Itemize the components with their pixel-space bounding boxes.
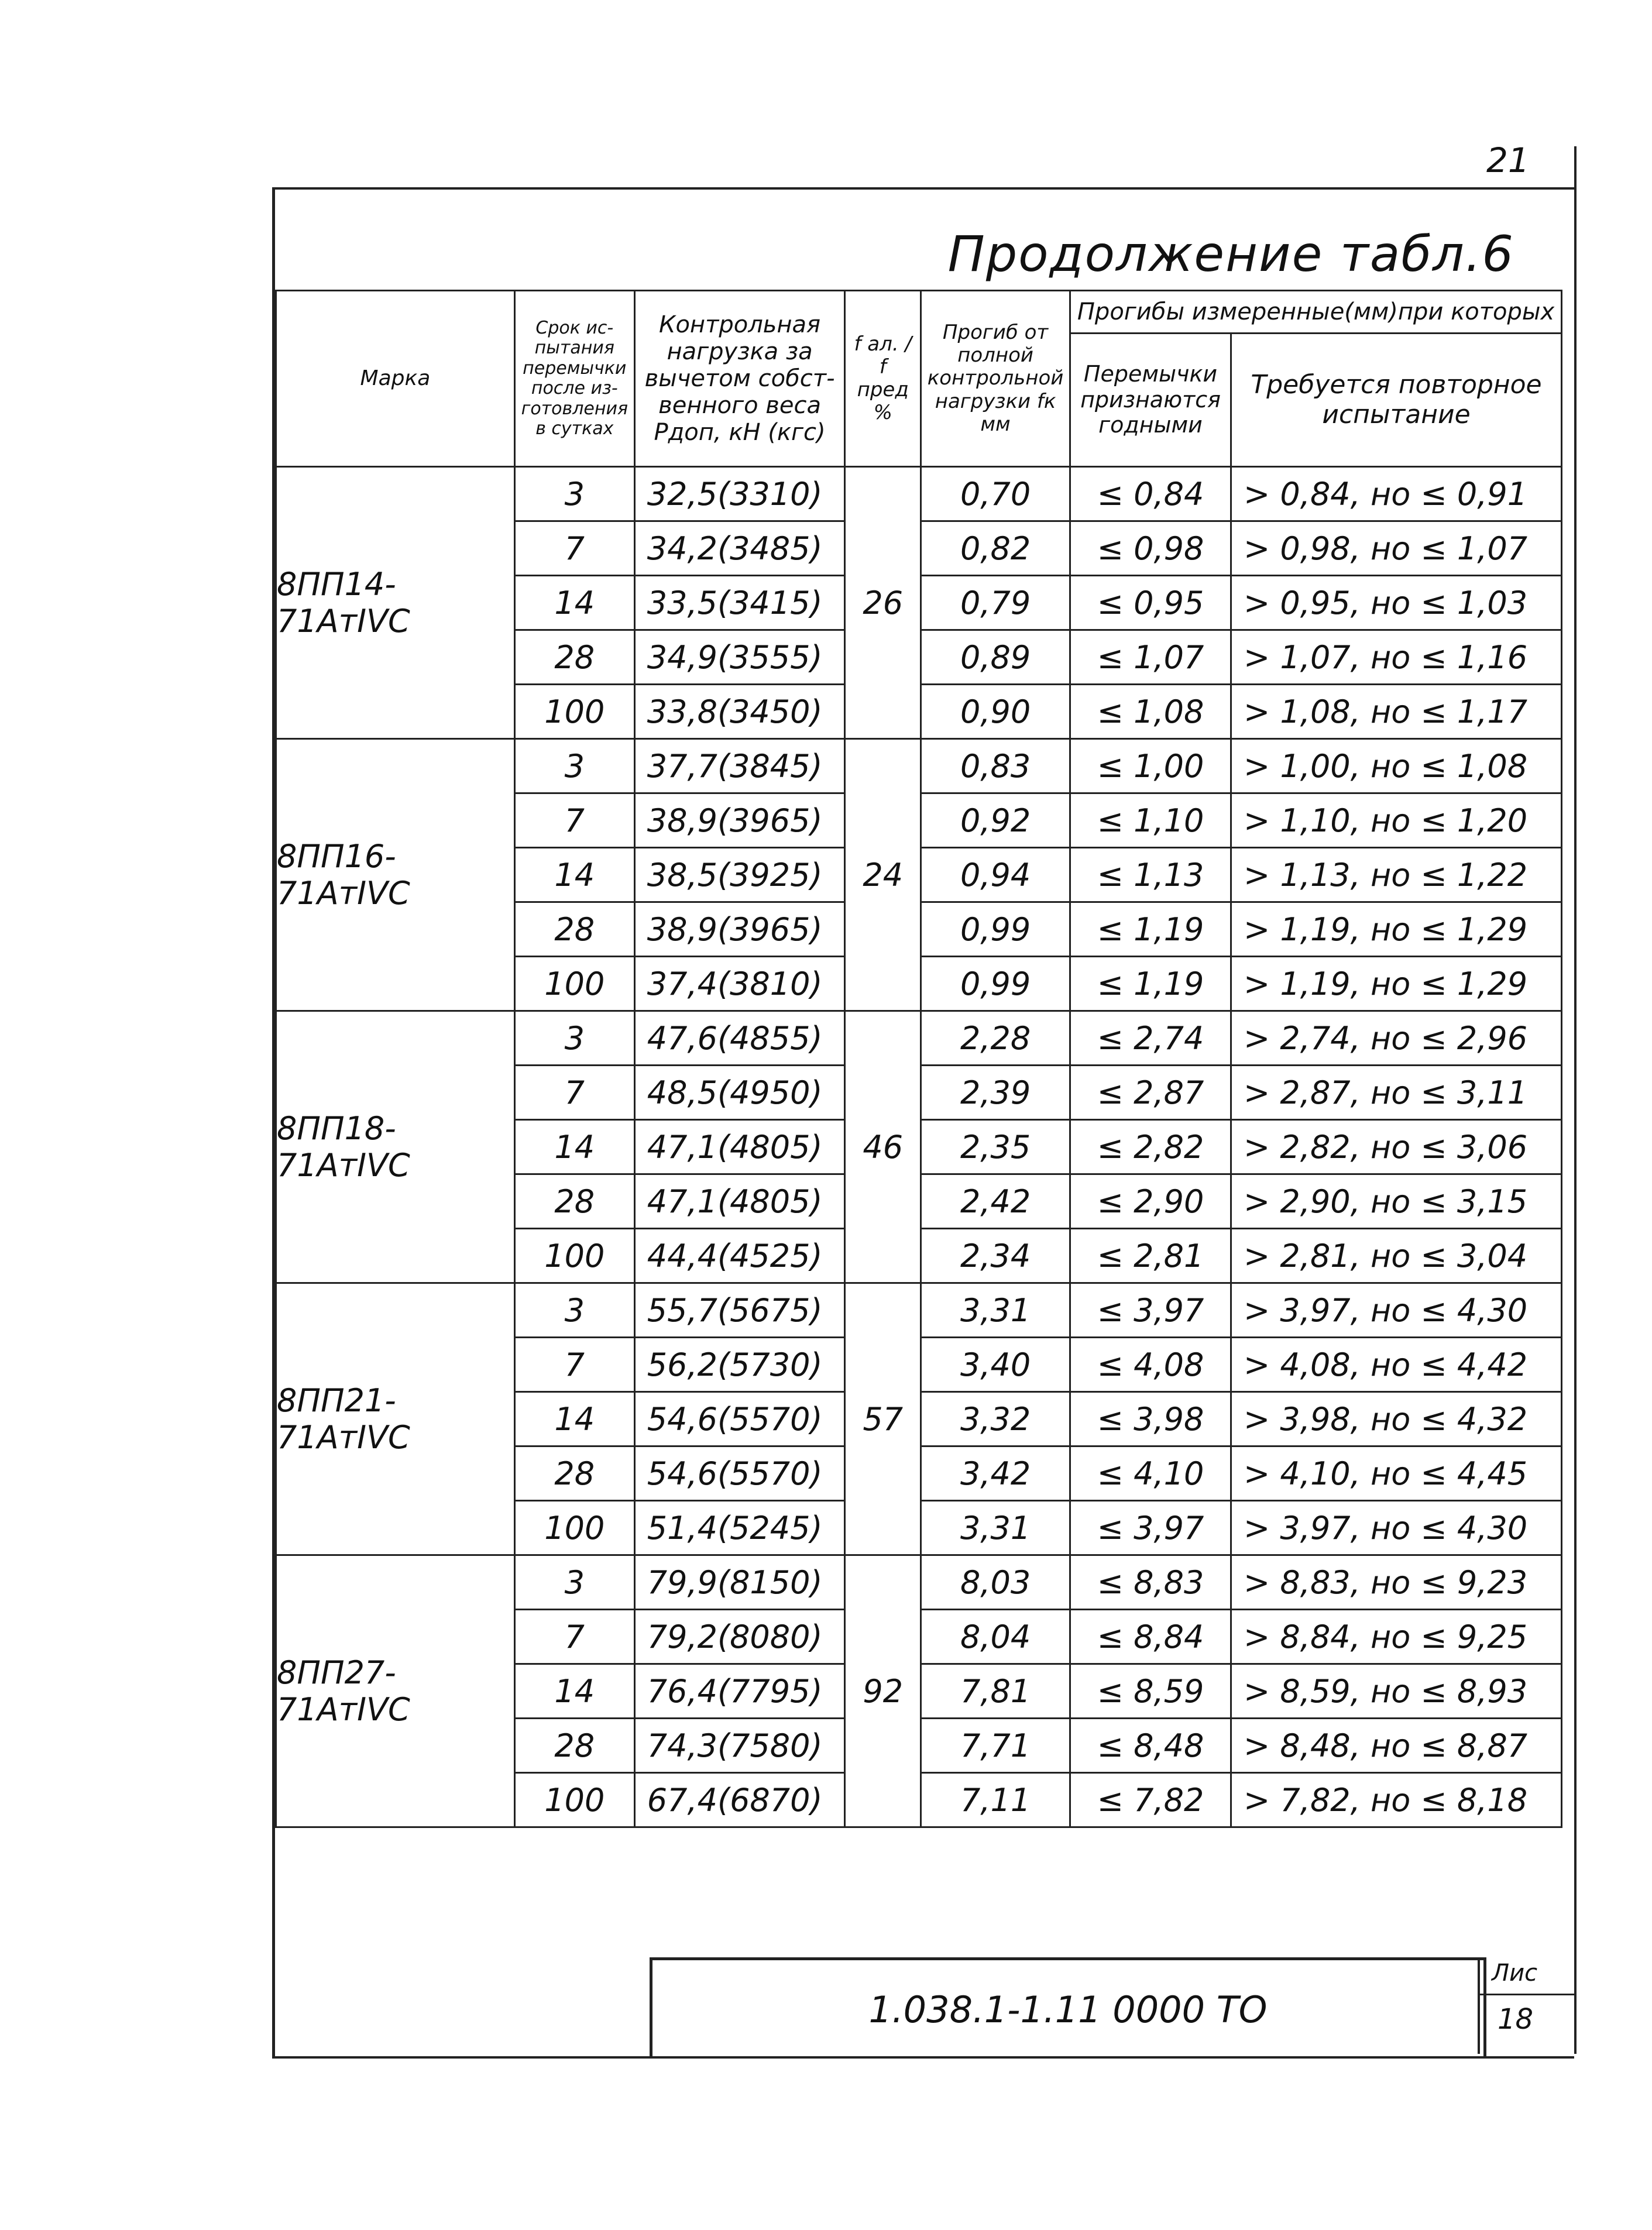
marka-cell: 8ПП27-71АтIVС [276, 1555, 515, 1827]
fpct-cell: 26 [845, 467, 921, 739]
godnymi-cell: ≤ 2,74 [1070, 1011, 1231, 1066]
nagruzka-cell: 54,6(5570) [634, 1446, 845, 1501]
povtornoe-cell: > 2,90, но ≤ 3,15 [1231, 1174, 1562, 1229]
povtornoe-cell: > 0,95, но ≤ 1,03 [1231, 576, 1562, 630]
progib-cell: 0,90 [921, 685, 1070, 739]
nagruzka-cell: 79,2(8080) [634, 1610, 845, 1664]
povtornoe-cell: > 8,59, но ≤ 8,93 [1231, 1664, 1562, 1719]
nagruzka-cell: 38,5(3925) [634, 848, 845, 902]
nagruzka-cell: 38,9(3965) [634, 793, 845, 848]
srok-cell: 100 [514, 1501, 634, 1555]
povtornoe-cell: > 0,98, но ≤ 1,07 [1231, 521, 1562, 576]
header-progib: Прогиб от полной контрольной нагрузки fк мм [921, 291, 1070, 467]
godnymi-cell: ≤ 8,59 [1070, 1664, 1231, 1719]
povtornoe-cell: > 1,13, но ≤ 1,22 [1231, 848, 1562, 902]
table-row [276, 1011, 1562, 1066]
progib-cell: 3,40 [921, 1338, 1070, 1392]
godnymi-cell: ≤ 8,83 [1070, 1555, 1231, 1610]
godnymi-cell: ≤ 4,08 [1070, 1338, 1231, 1392]
srok-cell: 14 [514, 1664, 634, 1719]
progib-cell: 7,11 [921, 1773, 1070, 1827]
progib-cell: 7,81 [921, 1664, 1070, 1719]
progib-cell: 2,35 [921, 1120, 1070, 1174]
godnymi-cell: ≤ 1,19 [1070, 902, 1231, 957]
progib-cell: 7,71 [921, 1719, 1070, 1773]
povtornoe-cell: > 2,81, но ≤ 3,04 [1231, 1229, 1562, 1283]
nagruzka-cell: 55,7(5675) [634, 1283, 845, 1338]
nagruzka-cell: 33,5(3415) [634, 576, 845, 630]
progib-cell: 2,42 [921, 1174, 1070, 1229]
sheet-box [1478, 1957, 1577, 2054]
povtornoe-cell: > 3,97, но ≤ 4,30 [1231, 1501, 1562, 1555]
progib-cell: 0,70 [921, 467, 1070, 521]
srok-cell: 3 [514, 467, 634, 521]
nagruzka-cell: 47,1(4805) [634, 1174, 845, 1229]
nagruzka-cell: 48,5(4950) [634, 1066, 845, 1120]
srok-cell: 100 [514, 1229, 634, 1283]
povtornoe-cell: > 2,74, но ≤ 2,96 [1231, 1011, 1562, 1066]
marka-cell: 8ПП16-71АтIVС [276, 739, 515, 1011]
godnymi-cell: ≤ 0,84 [1070, 467, 1231, 521]
povtornoe-cell: > 2,82, но ≤ 3,06 [1231, 1120, 1562, 1174]
povtornoe-cell: > 7,82, но ≤ 8,18 [1231, 1773, 1562, 1827]
title-block [650, 1957, 1486, 2057]
header-povtornoe: Требуется повторное испытание [1231, 334, 1562, 467]
sheet-label: Лис [1492, 1960, 1538, 1987]
godnymi-cell: ≤ 8,48 [1070, 1719, 1231, 1773]
progib-cell: 0,79 [921, 576, 1070, 630]
table-row [276, 467, 1562, 521]
godnymi-cell: ≤ 2,90 [1070, 1174, 1231, 1229]
godnymi-cell: ≤ 1,08 [1070, 685, 1231, 739]
nagruzka-cell: 51,4(5245) [634, 1501, 845, 1555]
godnymi-cell: ≤ 2,82 [1070, 1120, 1231, 1174]
srok-cell: 3 [514, 739, 634, 793]
table-row [276, 1283, 1562, 1338]
povtornoe-cell: > 1,00, но ≤ 1,08 [1231, 739, 1562, 793]
header-progiby-group: Прогибы измеренные(мм)при которых [1070, 291, 1562, 334]
marka-cell: 8ПП18-71АтIVС [276, 1011, 515, 1283]
godnymi-cell: ≤ 1,13 [1070, 848, 1231, 902]
progib-cell: 0,92 [921, 793, 1070, 848]
header-fpct: f ал. / f пред % [845, 291, 921, 467]
progib-cell: 0,99 [921, 902, 1070, 957]
godnymi-cell: ≤ 3,98 [1070, 1392, 1231, 1446]
progib-cell: 0,83 [921, 739, 1070, 793]
frame-right-border [1574, 146, 1577, 2054]
godnymi-cell: ≤ 1,10 [1070, 793, 1231, 848]
povtornoe-cell: > 1,07, но ≤ 1,16 [1231, 630, 1562, 685]
progib-cell: 0,82 [921, 521, 1070, 576]
godnymi-cell: ≤ 8,84 [1070, 1610, 1231, 1664]
header-marka: Марка [276, 291, 515, 467]
sheet-divider [1480, 1994, 1577, 1995]
povtornoe-cell: > 4,08, но ≤ 4,42 [1231, 1338, 1562, 1392]
nagruzka-cell: 37,7(3845) [634, 739, 845, 793]
nagruzka-cell: 44,4(4525) [634, 1229, 845, 1283]
header-row [276, 291, 1562, 334]
fpct-cell: 92 [845, 1555, 921, 1827]
nagruzka-cell: 32,5(3310) [634, 467, 845, 521]
nagruzka-cell: 54,6(5570) [634, 1392, 845, 1446]
progib-cell: 2,34 [921, 1229, 1070, 1283]
progib-cell: 3,32 [921, 1392, 1070, 1446]
nagruzka-cell: 79,9(8150) [634, 1555, 845, 1610]
srok-cell: 7 [514, 793, 634, 848]
povtornoe-cell: > 8,48, но ≤ 8,87 [1231, 1719, 1562, 1773]
srok-cell: 7 [514, 1066, 634, 1120]
nagruzka-cell: 47,6(4855) [634, 1011, 845, 1066]
godnymi-cell: ≤ 0,98 [1070, 521, 1231, 576]
nagruzka-cell: 33,8(3450) [634, 685, 845, 739]
continuation-title: Продолжение табл.6 [947, 225, 1514, 283]
progib-cell: 3,31 [921, 1283, 1070, 1338]
table-row [276, 739, 1562, 793]
nagruzka-cell: 74,3(7580) [634, 1719, 845, 1773]
nagruzka-cell: 37,4(3810) [634, 957, 845, 1011]
srok-cell: 100 [514, 1773, 634, 1827]
povtornoe-cell: > 0,84, но ≤ 0,91 [1231, 467, 1562, 521]
marka-cell: 8ПП21-71АтIVС [276, 1283, 515, 1555]
progib-cell: 3,31 [921, 1501, 1070, 1555]
povtornoe-cell: > 8,83, но ≤ 9,23 [1231, 1555, 1562, 1610]
srok-cell: 100 [514, 957, 634, 1011]
srok-cell: 28 [514, 902, 634, 957]
povtornoe-cell: > 1,10, но ≤ 1,20 [1231, 793, 1562, 848]
fpct-cell: 57 [845, 1283, 921, 1555]
fpct-cell: 24 [845, 739, 921, 1011]
povtornoe-cell: > 1,19, но ≤ 1,29 [1231, 957, 1562, 1011]
progib-cell: 8,04 [921, 1610, 1070, 1664]
godnymi-cell: ≤ 1,00 [1070, 739, 1231, 793]
nagruzka-cell: 67,4(6870) [634, 1773, 845, 1827]
srok-cell: 3 [514, 1555, 634, 1610]
document-code: 1.038.1-1.11 0000 ТО [868, 1988, 1268, 2031]
test-table [275, 290, 1562, 1828]
godnymi-cell: ≤ 1,19 [1070, 957, 1231, 1011]
godnymi-cell: ≤ 4,10 [1070, 1446, 1231, 1501]
header-srok: Срок ис-пытания перемычки после из-готовления в сутках [514, 291, 634, 467]
povtornoe-cell: > 3,98, но ≤ 4,32 [1231, 1392, 1562, 1446]
nagruzka-cell: 47,1(4805) [634, 1120, 845, 1174]
nagruzka-cell: 34,9(3555) [634, 630, 845, 685]
godnymi-cell: ≤ 2,81 [1070, 1229, 1231, 1283]
povtornoe-cell: > 3,97, но ≤ 4,30 [1231, 1283, 1562, 1338]
srok-cell: 14 [514, 848, 634, 902]
godnymi-cell: ≤ 1,07 [1070, 630, 1231, 685]
nagruzka-cell: 76,4(7795) [634, 1664, 845, 1719]
progib-cell: 2,39 [921, 1066, 1070, 1120]
nagruzka-cell: 34,2(3485) [634, 521, 845, 576]
progib-cell: 0,94 [921, 848, 1070, 902]
srok-cell: 7 [514, 1338, 634, 1392]
srok-cell: 3 [514, 1283, 634, 1338]
srok-cell: 28 [514, 1174, 634, 1229]
nagruzka-cell: 56,2(5730) [634, 1338, 845, 1392]
page-number: 21 [1486, 140, 1530, 180]
header-nagruzka: Контрольная нагрузка за вычетом собст-венного веса Рдоп, кН (кгс) [634, 291, 845, 467]
srok-cell: 14 [514, 576, 634, 630]
progib-cell: 0,99 [921, 957, 1070, 1011]
srok-cell: 7 [514, 521, 634, 576]
progib-cell: 0,89 [921, 630, 1070, 685]
sheet-number: 18 [1498, 2003, 1534, 2036]
nagruzka-cell: 38,9(3965) [634, 902, 845, 957]
srok-cell: 28 [514, 630, 634, 685]
godnymi-cell: ≤ 0,95 [1070, 576, 1231, 630]
srok-cell: 14 [514, 1392, 634, 1446]
godnymi-cell: ≤ 3,97 [1070, 1501, 1231, 1555]
srok-cell: 28 [514, 1446, 634, 1501]
srok-cell: 100 [514, 685, 634, 739]
godnymi-cell: ≤ 3,97 [1070, 1283, 1231, 1338]
srok-cell: 28 [514, 1719, 634, 1773]
progib-cell: 2,28 [921, 1011, 1070, 1066]
table-row [276, 1555, 1562, 1610]
povtornoe-cell: > 1,08, но ≤ 1,17 [1231, 685, 1562, 739]
povtornoe-cell: > 4,10, но ≤ 4,45 [1231, 1446, 1562, 1501]
povtornoe-cell: > 2,87, но ≤ 3,11 [1231, 1066, 1562, 1120]
srok-cell: 3 [514, 1011, 634, 1066]
srok-cell: 14 [514, 1120, 634, 1174]
povtornoe-cell: > 8,84, но ≤ 9,25 [1231, 1610, 1562, 1664]
fpct-cell: 46 [845, 1011, 921, 1283]
godnymi-cell: ≤ 7,82 [1070, 1773, 1231, 1827]
progib-cell: 8,03 [921, 1555, 1070, 1610]
srok-cell: 7 [514, 1610, 634, 1664]
progib-cell: 3,42 [921, 1446, 1070, 1501]
header-godnymi: Перемычки признаются годными [1070, 334, 1231, 467]
marka-cell: 8ПП14-71АтIVС [276, 467, 515, 739]
godnymi-cell: ≤ 2,87 [1070, 1066, 1231, 1120]
povtornoe-cell: > 1,19, но ≤ 1,29 [1231, 902, 1562, 957]
